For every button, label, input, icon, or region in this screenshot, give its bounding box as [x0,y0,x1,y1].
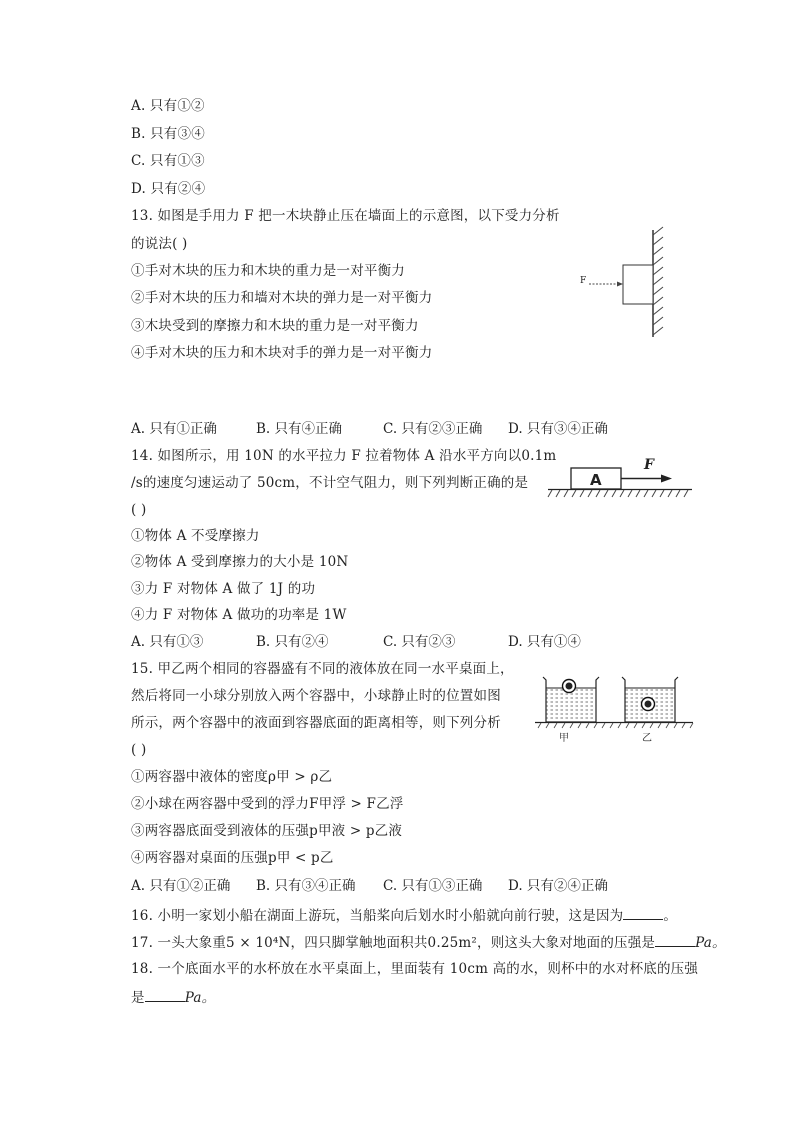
q14-block-figure [546,455,696,503]
q18-line1: 18. 一个底面水平的水杯放在水平桌面上，里面装有 10cm 高的水，则杯中的水对杯底的压强 [131,961,699,977]
q13-option-c: C. 只有②③正确 [383,421,483,437]
q13-item-2: ②手对木块的压力和墙对木块的弹力是一对平衡力 [131,290,433,306]
q15-item-3: ③两容器底面受到液体的压强p甲液 > p乙液 [131,823,403,839]
q15-stem-line3: 所示，两个容器中的液面到容器底面的距离相等，则下列分析 [131,715,501,731]
q13-stem-line2: 的说法( ) [131,236,188,252]
q18-text2: 是 [131,990,145,1006]
q15-option-c: C. 只有①③正确 [383,878,483,894]
q14-option-d: D. 只有①④ [508,634,581,650]
q13-option-d: D. 只有③④正确 [508,421,608,437]
q18-line2 [131,987,215,1007]
q15-stem-line1: 15. 甲乙两个相同的容器盛有不同的液体放在同一水平桌面上， [131,661,514,677]
q16-text: 16. 小明一家划小船在湖面上游玩，当船桨向后划水时小船就向前行驶，这是因为 [131,908,624,924]
q14-stem-line1: 14. 如图所示，用 10N 的水平拉力 F 拉着物体 A 沿水平方向以0.1m [131,448,557,464]
q15-stem-line2: 然后将同一小球分别放入两个容器中，小球静止时的位置如图 [131,688,501,704]
q15-item-4: ④两容器对桌面的压强p甲 < p乙 [131,850,334,866]
q14-option-c: C. 只有②③ [383,634,456,650]
q15-item-2: ②小球在两容器中受到的浮力F甲浮 > F乙浮 [131,796,404,812]
q13-force-label: F [580,276,587,286]
prev-option-d: D. 只有②④ [131,181,206,197]
q13-item-3: ③木块受到的摩擦力和木块的重力是一对平衡力 [131,318,419,334]
q15-option-a: A. 只有①②正确 [131,878,231,894]
q17-tail: Pa。 [695,935,726,951]
q15-item-1: ①两容器中液体的密度ρ甲 > ρ乙 [131,769,333,785]
prev-option-b: B. 只有③④ [131,126,205,142]
q14-stem-line3: ( ) [131,502,147,518]
q16-tail: 。 [663,908,678,924]
q13-item-4: ④手对木块的压力和木块对手的弹力是一对平衡力 [131,345,433,361]
q16-answer-blank[interactable] [623,905,663,920]
q15-label-yi: 乙 [642,733,653,744]
q15-option-d: D. 只有②④正确 [508,878,608,894]
q13-option-a: A. 只有①正确 [131,421,217,437]
q14-stem-line2: /s的速度匀速运动了 50cm，不计空气阻力，则下列判断正确的是 [131,475,529,491]
prev-option-a: A. 只有①② [131,98,205,114]
q13-wall-figure [575,225,670,345]
q13-item-1: ①手对木块的压力和木块的重力是一对平衡力 [131,263,405,279]
q14-option-a: A. 只有①③ [131,634,204,650]
q14-option-b: B. 只有②④ [256,634,329,650]
q15-option-b: B. 只有③④正确 [256,878,356,894]
q14-item-3: ③力 F 对物体 A 做了 1J 的功 [131,581,316,597]
prev-option-c: C. 只有①③ [131,153,205,169]
q13-option-b: B. 只有④正确 [256,421,343,437]
q14-item-2: ②物体 A 受到摩擦力的大小是 10N [131,554,349,570]
q15-containers-figure [535,672,695,734]
q15-stem-line4: ( ) [131,742,147,758]
q16-line [131,905,677,925]
q18-answer-blank[interactable] [145,987,185,1002]
q17-answer-blank[interactable] [655,932,695,947]
q14-item-4: ④力 F 对物体 A 做功的功率是 1W [131,607,347,623]
q13-stem-line1: 13. 如图是手用力 F 把一木块静止压在墙面上的示意图，以下受力分析 [131,208,560,224]
q15-label-jia: 甲 [559,733,570,744]
q14-force-label: F [644,457,655,473]
q17-text: 17. 一头大象重5 × 10⁴N，四只脚掌触地面积共0.25m²，则这头大象对地面的压强是 [131,935,656,951]
q14-block-label: A [590,471,602,489]
q18-tail: Pa。 [184,990,216,1006]
q14-item-1: ①物体 A 不受摩擦力 [131,528,260,544]
q17-line [131,932,726,952]
